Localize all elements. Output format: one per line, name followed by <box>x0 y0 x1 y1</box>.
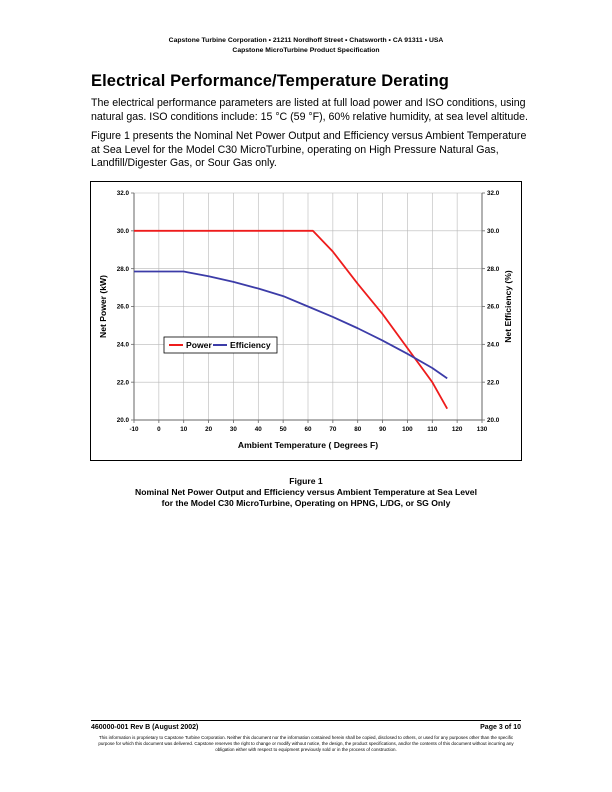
figure-label: Figure 1 <box>289 476 323 486</box>
y-tick-label-right: 20.0 <box>487 417 500 425</box>
x-tick-label: 130 <box>476 426 488 433</box>
y-tick-label-left: 26.0 <box>116 303 129 311</box>
y-axis-title-right: Net Efficiency (%) <box>503 270 513 343</box>
x-tick-label: 100 <box>402 426 413 433</box>
paragraph-iso-conditions: The electrical performance parameters are listed at full load power and ISO conditions, using natural gas. ISO conditions include: 15 °C (59 °F), 60% relative humidity, at sea level altitude. <box>91 97 528 123</box>
figure-caption-line-1: Nominal Net Power Output and Efficiency versus Ambient Temperature at Sea Level <box>135 487 477 497</box>
x-tick-label: 50 <box>279 426 287 433</box>
section-heading: Electrical Performance/Temperature Derating <box>91 72 449 90</box>
y-tick-label-left: 28.0 <box>116 265 129 273</box>
legend-label-power: Power <box>186 340 212 350</box>
x-tick-label: 0 <box>157 426 161 433</box>
y-tick-label-right: 24.0 <box>487 341 500 349</box>
y-tick-label-left: 32.0 <box>116 190 129 198</box>
y-tick-label-right: 32.0 <box>487 190 500 198</box>
chart-frame <box>90 181 522 461</box>
y-tick-label-right: 28.0 <box>487 265 500 273</box>
x-tick-label: 20 <box>205 426 213 433</box>
y-tick-label-left: 24.0 <box>116 341 129 349</box>
header-company-line: Capstone Turbine Corporation • 21211 Nordhoff Street • Chatsworth • CA 91311 • USA <box>168 37 444 44</box>
y-tick-label-right: 22.0 <box>487 379 500 387</box>
x-tick-label: 30 <box>229 426 237 433</box>
paragraph-figure-intro: Figure 1 presents the Nominal Net Power Output and Efficiency versus Ambient Temperature at Sea Level for the Model C30 MicroTurbine, operating on High Pressure Natural Gas, Landfill/Digester Gas, or Sour Gas only. <box>91 130 527 170</box>
x-axis-title: Ambient Temperature ( Degrees F) <box>237 440 379 450</box>
header-spec-line: Capstone MicroTurbine Product Specification <box>232 47 380 54</box>
y-tick-label-right: 30.0 <box>487 228 500 236</box>
page-header <box>0 36 612 56</box>
figure-caption <box>0 476 612 509</box>
legend-label-efficiency: Efficiency <box>230 340 271 350</box>
x-tick-label: 110 <box>427 426 438 433</box>
derating-chart <box>91 182 521 460</box>
x-tick-label: 80 <box>354 426 362 433</box>
x-tick-label: 40 <box>254 426 262 433</box>
x-tick-label: -10 <box>129 426 139 433</box>
y-tick-label-right: 26.0 <box>487 303 500 311</box>
x-tick-label: 90 <box>379 426 387 433</box>
y-tick-label-left: 20.0 <box>116 417 129 425</box>
series-line-efficiency <box>134 272 447 379</box>
y-tick-label-left: 30.0 <box>116 228 129 236</box>
footer-divider <box>91 720 521 721</box>
x-tick-label: 120 <box>451 426 463 433</box>
footer-disclaimer: This information is proprietary to Capstone Turbine Corporation. Neither this document nor the information contained herein shall be copied, disclosed to others, or used for any purposes other than the specific purpose for which this document was delivered. Capstone reserves the right to change or modify without notice, the design, the product specifications, and/or the contents of this document without incurring any obligation either with respect to equipment previously sold or in the process of construction. <box>98 735 514 752</box>
footer-page-number: Page 3 of 10 <box>480 724 521 731</box>
figure-caption-line-2: for the Model C30 MicroTurbine, Operating on HPNG, L/DG, or SG Only <box>161 498 451 508</box>
footer-doc-id: 460000-001 Rev B (August 2002) <box>91 724 199 731</box>
x-tick-label: 60 <box>304 426 312 433</box>
x-tick-label: 70 <box>329 426 337 433</box>
y-tick-label-left: 22.0 <box>116 379 129 387</box>
x-tick-label: 10 <box>180 426 188 433</box>
y-axis-title-left: Net Power (kW) <box>98 274 108 339</box>
